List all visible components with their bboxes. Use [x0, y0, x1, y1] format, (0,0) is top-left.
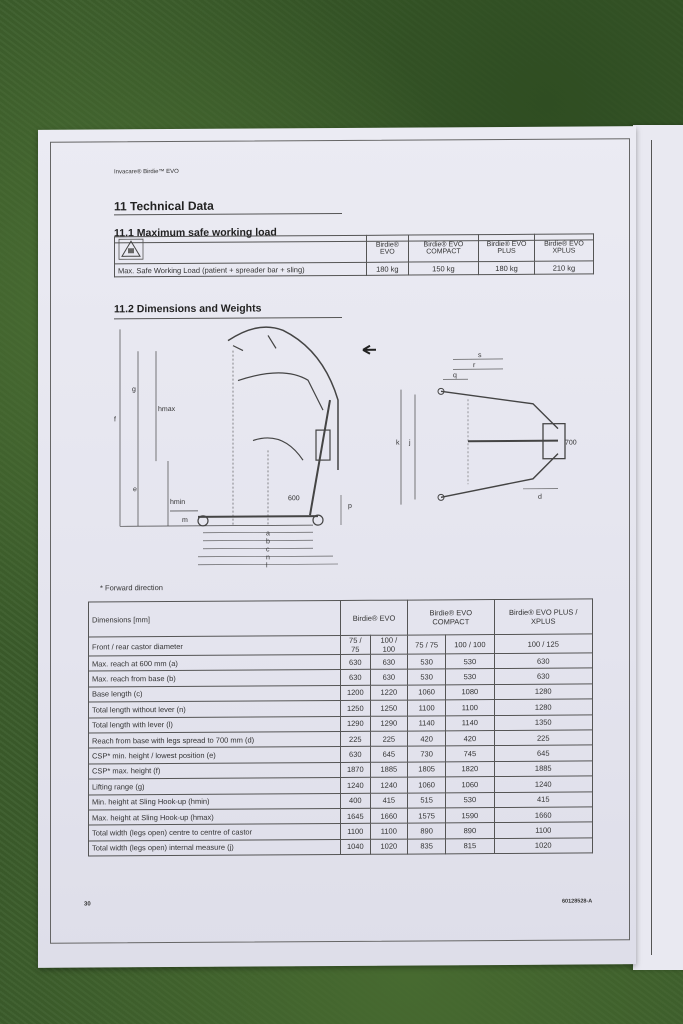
warning-weight-icon	[118, 255, 144, 262]
forward-arrow-icon	[363, 346, 376, 354]
dim-label-p: p	[348, 502, 352, 510]
swl-value: 210 kg	[534, 261, 593, 274]
dims-row-label: Lifting range (g)	[89, 778, 341, 795]
swl-header-row	[115, 234, 594, 264]
swl-icon-cell	[115, 235, 367, 264]
dims-group-plus: Birdie® EVO PLUS / XPLUS	[494, 599, 592, 635]
dims-cell: 1100	[341, 824, 371, 840]
dims-cell: 1240	[370, 777, 408, 793]
dim-label-b: b	[266, 538, 270, 546]
dim-label-600: 600	[288, 495, 300, 503]
dims-cell: 630	[370, 669, 408, 685]
manual-page	[38, 126, 636, 968]
facing-page	[633, 125, 683, 970]
dims-header-row	[89, 599, 593, 637]
dims-cell: 1280	[494, 684, 592, 700]
dims-cell: 1240	[494, 776, 592, 792]
dims-cell: 630	[494, 668, 592, 684]
dims-cell: 1660	[494, 807, 592, 823]
dims-cell: 1350	[494, 715, 592, 731]
dims-row-label: Total length with lever (l)	[89, 716, 341, 733]
dim-label-hmax: hmax	[158, 405, 176, 414]
dim-label-q: q	[453, 372, 457, 380]
swl-row-label: Max. Safe Working Load (patient + spreader bar + sling)	[115, 262, 367, 277]
dims-cell: 225	[370, 731, 408, 747]
dims-cell: 420	[446, 730, 494, 746]
dims-cell: 225	[494, 730, 592, 746]
dims-row-label: CSP* max. height (f)	[89, 762, 341, 779]
dims-row-label: Front / rear castor diameter	[89, 635, 341, 656]
swl-col-compact: Birdie® EVO COMPACT	[408, 235, 479, 262]
doc-number: 60128528-A	[562, 898, 593, 905]
dims-cell: 630	[341, 670, 371, 686]
dims-header-label: Dimensions [mm]	[89, 600, 341, 637]
dim-label-j: j	[409, 439, 411, 447]
dims-cell: 1575	[408, 808, 446, 824]
swl-value-row	[115, 261, 594, 277]
dims-cell: 1250	[341, 700, 371, 716]
dims-cell: 75 / 75	[408, 635, 446, 654]
dims-cell: 1290	[341, 716, 371, 732]
dims-cell: 1660	[370, 808, 408, 824]
dims-body	[89, 634, 593, 856]
dims-cell: 1645	[341, 808, 371, 824]
swl-col-xplus: Birdie® EVO XPLUS	[534, 234, 593, 261]
dim-label-e: e	[133, 486, 137, 494]
dims-cell: 645	[494, 745, 592, 761]
dims-row-label: Max. reach from base (b)	[89, 670, 341, 687]
dims-title: 11.2 Dimensions and Weights	[114, 302, 262, 316]
dims-cell: 415	[370, 793, 408, 809]
dims-cell: 75 / 75	[341, 635, 371, 654]
dimensions-table	[88, 598, 593, 856]
dims-cell: 1870	[341, 762, 371, 778]
dims-cell: 1140	[446, 715, 494, 731]
dims-cell: 1885	[494, 761, 592, 777]
dims-row-label: Total width (legs open) centre to centre of castor	[89, 824, 341, 841]
page-number: 30	[84, 901, 91, 908]
dims-row-label: CSP* min. height / lowest position (e)	[89, 747, 341, 764]
dims-row-label: Total width (legs open) internal measure (j)	[89, 839, 341, 856]
dims-cell: 645	[370, 746, 408, 762]
dims-cell: 1020	[494, 838, 592, 854]
dims-row-label: Max. reach at 600 mm (a)	[89, 654, 341, 671]
swl-value: 150 kg	[408, 262, 479, 275]
dim-label-m: m	[182, 516, 188, 524]
dims-cell: 1100	[370, 823, 408, 839]
dims-cell: 1820	[446, 761, 494, 777]
dim-label-r: r	[473, 362, 476, 370]
dims-cell: 745	[446, 746, 494, 762]
swl-value: 180 kg	[479, 261, 535, 274]
dims-cell: 1100	[408, 700, 446, 716]
dims-cell: 415	[494, 791, 592, 807]
dims-row-label: Base length (c)	[89, 685, 341, 702]
dim-label-n: n	[266, 554, 270, 562]
swl-col-evo: Birdie® EVO	[367, 235, 409, 262]
dims-group-compact: Birdie® EVO COMPACT	[408, 600, 494, 636]
top-view-diagram	[393, 349, 578, 510]
dims-row-label: Reach from base with legs spread to 700 mm (d)	[89, 731, 341, 748]
dims-cell: 890	[408, 823, 446, 839]
dims-row-label: Min. height at Sling Hook-up (hmin)	[89, 793, 341, 810]
dims-cell: 1805	[408, 762, 446, 778]
dims-cell: 1060	[408, 777, 446, 793]
dims-cell: 420	[408, 731, 446, 747]
swl-col-plus: Birdie® EVO PLUS	[479, 234, 535, 261]
swl-value: 180 kg	[367, 262, 409, 275]
dims-cell: 835	[408, 839, 446, 855]
dim-label-f: f	[114, 416, 116, 424]
dims-cell: 530	[446, 654, 494, 670]
dim-label-d: d	[538, 493, 542, 501]
dims-cell: 1280	[494, 699, 592, 715]
dim-label-l: l	[266, 562, 268, 570]
dims-cell: 630	[341, 747, 371, 763]
dims-group-evo: Birdie® EVO	[341, 600, 408, 635]
dims-cell: 1100	[446, 700, 494, 716]
dims-cell: 1040	[341, 839, 371, 855]
section-title: 11 Technical Data	[114, 198, 214, 214]
header-brand: Invacare® Birdie™ EVO	[114, 168, 179, 176]
dim-label-c: c	[266, 546, 270, 554]
dims-row	[89, 838, 593, 856]
swl-title: 11.1 Maximum safe working load	[114, 226, 277, 240]
facing-page-frame	[651, 140, 682, 955]
dims-cell: 630	[341, 654, 371, 670]
dims-cell: 890	[446, 823, 494, 839]
dims-cell: 1200	[341, 685, 371, 701]
dims-cell: 1060	[446, 777, 494, 793]
dims-row-label: Total length without lever (n)	[89, 701, 341, 718]
dims-cell: 530	[446, 792, 494, 808]
dims-cell: 530	[446, 669, 494, 685]
dim-label-k: k	[396, 439, 400, 447]
dim-label-s: s	[478, 352, 482, 360]
dims-cell: 530	[408, 654, 446, 670]
dim-label-g: g	[132, 386, 136, 394]
dim-label-a: a	[266, 530, 270, 538]
dims-cell: 1020	[370, 839, 408, 855]
forward-note: * Forward direction	[100, 583, 163, 593]
dims-cell: 630	[494, 653, 592, 669]
dims-cell: 1290	[370, 716, 408, 732]
dim-label-hmin: hmin	[170, 498, 186, 507]
dims-cell: 730	[408, 746, 446, 762]
dims-row-label: Max. height at Sling Hook-up (hmax)	[89, 808, 341, 825]
dims-cell: 1240	[341, 777, 371, 793]
dims-cell: 630	[370, 654, 408, 670]
dims-cell: 225	[341, 731, 371, 747]
dims-cell: 1100	[494, 822, 592, 838]
swl-table	[114, 233, 594, 277]
dims-cell: 530	[408, 669, 446, 685]
dims-cell: 100 / 100	[446, 635, 494, 654]
dims-cell: 1885	[370, 762, 408, 778]
dims-cell: 1060	[408, 685, 446, 701]
side-view-diagram	[108, 320, 378, 582]
dims-cell: 1140	[408, 715, 446, 731]
dims-cell: 1250	[370, 700, 408, 716]
dims-cell: 1080	[446, 684, 494, 700]
dims-cell: 1220	[370, 685, 408, 701]
dim-label-700: 700	[565, 439, 577, 447]
dims-cell: 815	[446, 838, 494, 854]
dims-cell: 100 / 125	[494, 634, 592, 654]
dims-cell: 1590	[446, 807, 494, 823]
dims-cell: 400	[341, 793, 371, 809]
dims-cell: 100 / 100	[370, 635, 408, 654]
dims-cell: 515	[408, 792, 446, 808]
